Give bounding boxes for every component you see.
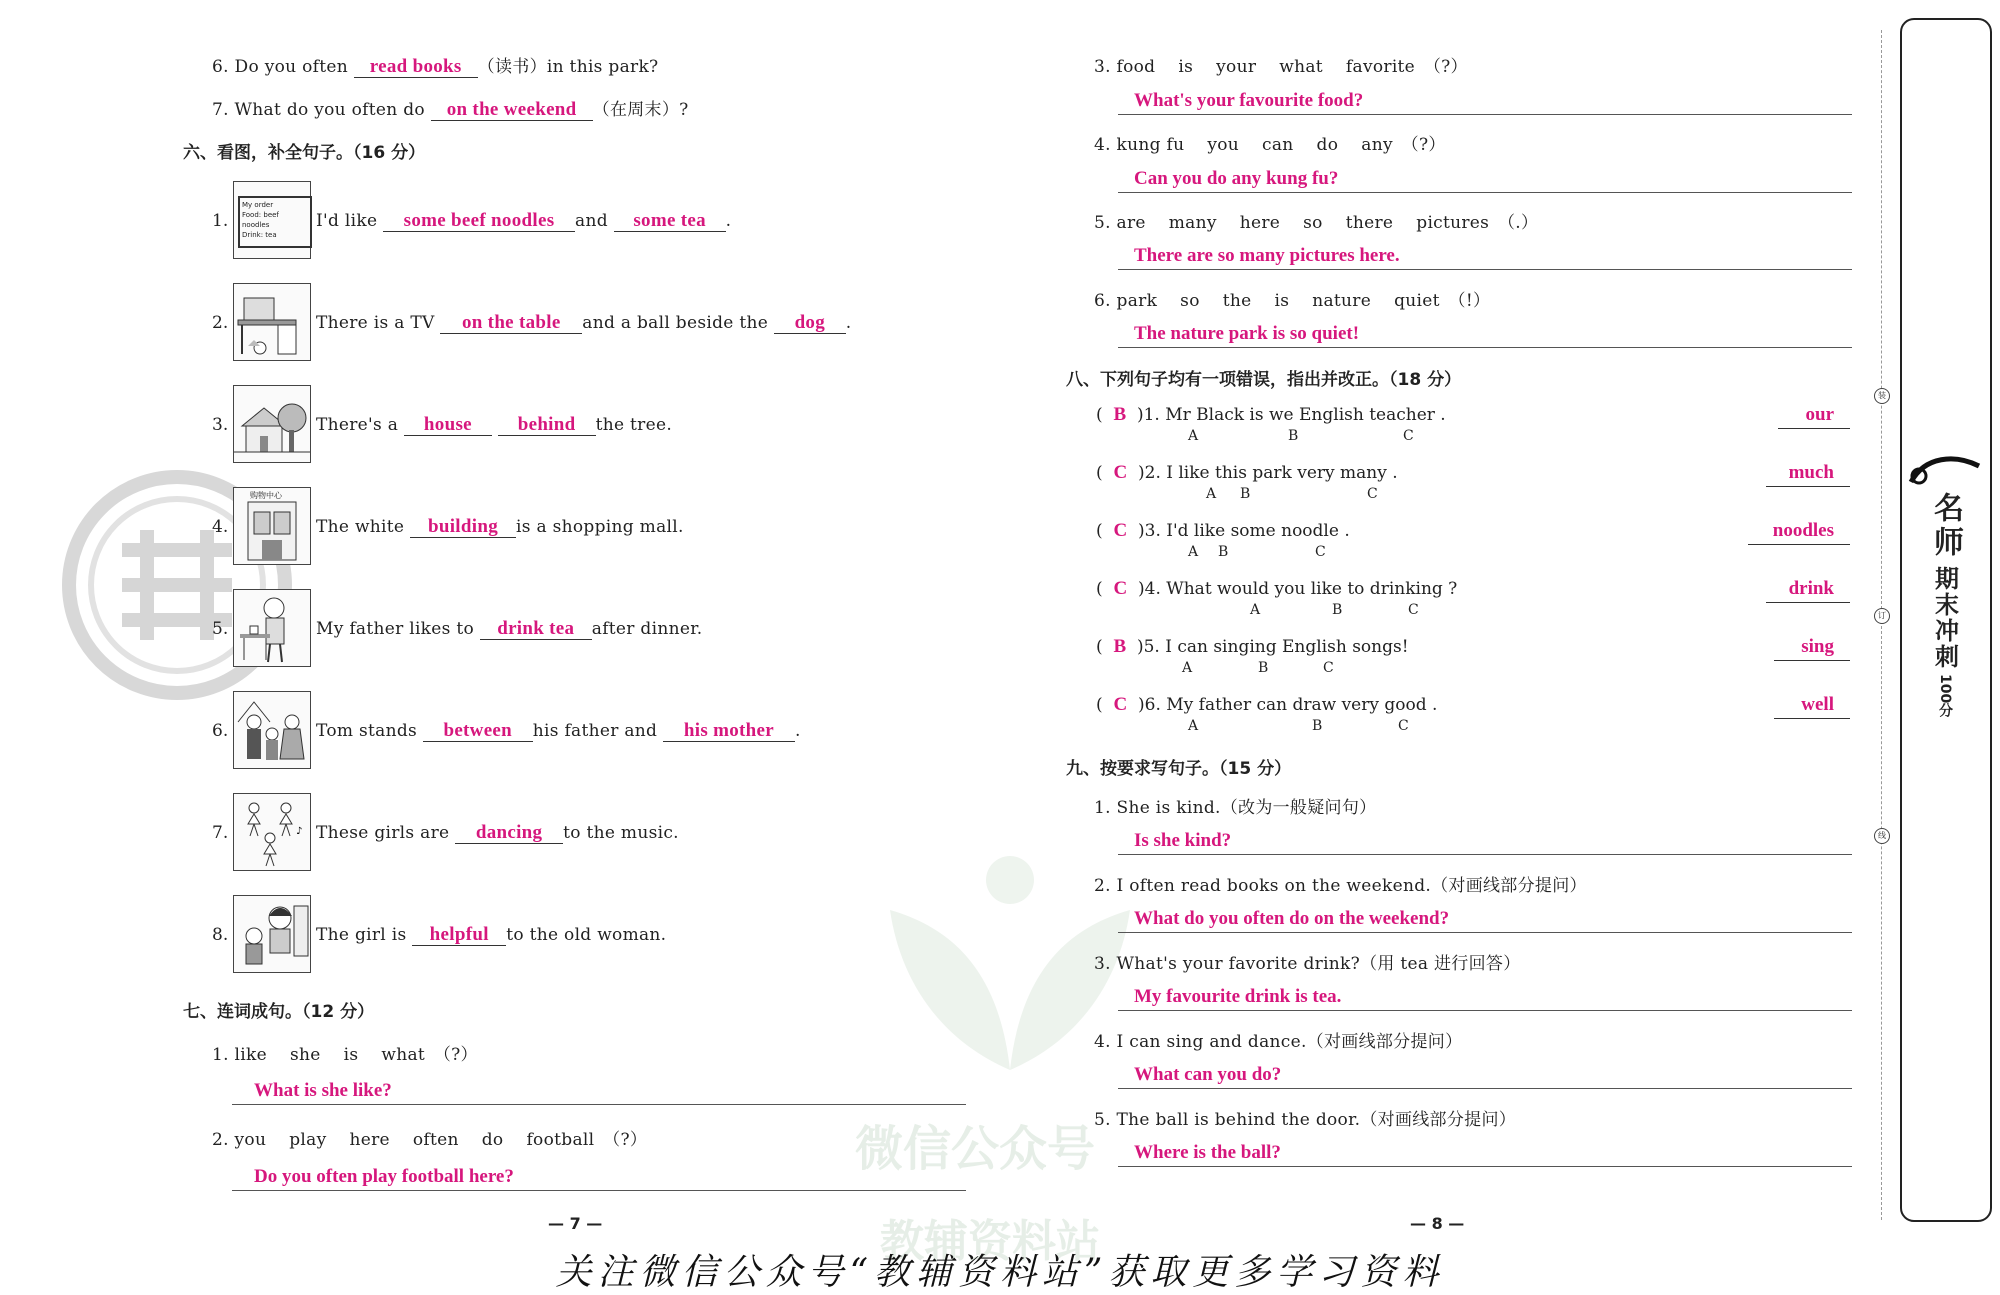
s6-item-2: There is a TV on the table and a ball beside the dog . xyxy=(316,312,852,333)
s8-label-6b: B xyxy=(1312,718,1323,734)
binder-mark-3: 线 xyxy=(1874,828,1890,844)
binder-mark-1: 装 xyxy=(1874,388,1890,404)
s8-label-5a: A xyxy=(1182,660,1193,676)
s7c-answer-line-6 xyxy=(1118,323,1852,348)
binder-line xyxy=(1881,30,1882,1220)
section9-title: 九、按要求写句子。（15 分） xyxy=(1066,759,1292,779)
man-drinking-icon xyxy=(233,589,311,667)
svg-text:♪: ♪ xyxy=(296,826,303,837)
s6-item-7: These girls are dancing to the music. xyxy=(316,822,679,843)
tv-table-icon xyxy=(233,283,311,361)
s8-row-5: ( B )5. I can singing English songs! xyxy=(1096,636,1409,657)
s7c-answer-5: There are so many pictures here. xyxy=(1134,245,1400,266)
s7c-answer-3: What's your favourite food? xyxy=(1134,90,1364,111)
s7c-answer-line-3 xyxy=(1118,90,1852,115)
s8-label-5c: C xyxy=(1323,660,1334,676)
s8-row-2: ( C )2. I like this park very many . xyxy=(1096,462,1398,483)
s7c-answer-4: Can you do any kung fu? xyxy=(1134,168,1339,189)
s9-prompt-3: 3. What's your favorite drink?（用 tea 进行回答） xyxy=(1094,954,1521,974)
s9-prompt-5: 5. The ball is behind the door.（对画线部分提问） xyxy=(1094,1110,1517,1130)
binder-mark-2: 订 xyxy=(1874,608,1890,624)
s6-item-4: The white building is a shopping mall. xyxy=(316,516,684,537)
s8-label-4a: A xyxy=(1250,602,1261,618)
s9-answer-line-4 xyxy=(1118,1064,1852,1089)
card-line-1: My order xyxy=(242,201,274,209)
s6-num-5: 5. xyxy=(212,619,229,639)
s8-label-2c: C xyxy=(1367,486,1378,502)
building-icon xyxy=(233,487,311,565)
q-top-7: 7. What do you often do on the weekend （在周末）? xyxy=(212,99,689,120)
s7-prompt-1: 1. like she is what （?） xyxy=(212,1045,478,1065)
s8-row-6: ( C )6. My father can draw very good . xyxy=(1096,694,1438,715)
s8-label-1a: A xyxy=(1188,428,1199,444)
brand-score-text: 100分 xyxy=(1937,674,1953,718)
s6-num-8: 8. xyxy=(212,925,229,945)
s8-label-6c: C xyxy=(1398,718,1409,734)
q-top-6: 6. Do you often read books （读书）in this park? xyxy=(212,56,659,77)
s8-label-1b: B xyxy=(1288,428,1299,444)
s6-num-1: 1. xyxy=(212,211,229,231)
s8-row-4: ( C )4. What would you like to drinking ? xyxy=(1096,578,1458,599)
s7-prompt-2: 2. you play here often do football （?） xyxy=(212,1130,648,1150)
mall-sign: 购物中心 xyxy=(250,491,282,500)
s9-prompt-2: 2. I often read books on the weekend.（对画线部分提问） xyxy=(1094,876,1587,896)
s6-num-6: 6. xyxy=(212,721,229,741)
s9-answer-line-3 xyxy=(1118,986,1852,1011)
brand-swoosh-icon xyxy=(1905,452,1985,488)
s8-label-3b: B xyxy=(1218,544,1229,560)
s9-answer-1: Is she kind? xyxy=(1134,830,1232,851)
s7c-answer-line-5 xyxy=(1118,245,1852,270)
s7-answer-2: Do you often play football here? xyxy=(254,1166,514,1187)
s7c-prompt-3: 3. food is your what favorite （?） xyxy=(1094,57,1468,77)
section6-title: 六、看图，补全句子。（16 分） xyxy=(183,143,426,163)
s9-answer-line-5 xyxy=(1118,1142,1852,1167)
s8-correction-line-4: drink xyxy=(1766,578,1850,603)
s8-label-3a: A xyxy=(1188,544,1199,560)
s9-answer-5: Where is the ball? xyxy=(1134,1142,1281,1163)
s8-label-1c: C xyxy=(1403,428,1414,444)
s9-answer-4: What can you do? xyxy=(1134,1064,1282,1085)
s7c-answer-line-4 xyxy=(1118,168,1852,193)
card-line-3: Drink: tea xyxy=(242,231,277,239)
s7c-prompt-4: 4. kung fu you can do any （?） xyxy=(1094,135,1446,155)
s9-answer-2: What do you often do on the weekend? xyxy=(1134,908,1450,929)
s8-correction-line-1: our xyxy=(1778,404,1850,429)
s8-row-1: ( B )1. Mr Black is we English teacher . xyxy=(1096,404,1446,425)
s7c-prompt-6: 6. park so the is nature quiet （!） xyxy=(1094,291,1491,311)
s8-label-2b: B xyxy=(1240,486,1251,502)
s7-answer-1: What is she like? xyxy=(254,1080,392,1101)
card-line-2: Food: beef noodles xyxy=(242,211,279,229)
s8-label-4b: B xyxy=(1332,602,1343,618)
s6-num-4: 4. xyxy=(212,517,229,537)
s8-row-3: ( C )3. I'd like some noodle . xyxy=(1096,520,1350,541)
s9-prompt-1: 1. She is kind.（改为一般疑问句） xyxy=(1094,798,1377,818)
brand-logo xyxy=(1905,452,1985,717)
s9-answer-3: My favourite drink is tea. xyxy=(1134,986,1342,1007)
s8-correction-line-3: noodles xyxy=(1748,520,1850,545)
s6-num-2: 2. xyxy=(212,313,229,333)
section8-title: 八、下列句子均有一项错误，指出并改正。（18 分） xyxy=(1066,370,1462,390)
s8-label-5b: B xyxy=(1258,660,1269,676)
page-number-right: — 8 — xyxy=(1410,1214,1465,1233)
footer-promo: 关注微信公众号“教辅资料站”获取更多学习资料 xyxy=(555,1252,1445,1293)
watermark-text-2: 教辅资料站 xyxy=(880,1216,1100,1267)
section7-title: 七、连词成句。（12 分） xyxy=(183,1002,375,1022)
s9-prompt-4: 4. I can sing and dance.（对画线部分提问） xyxy=(1094,1032,1463,1052)
girl-helping-icon xyxy=(233,895,311,973)
watermark-text-1: 微信公众号 xyxy=(855,1121,1096,1177)
family-icon xyxy=(233,691,311,769)
s9-answer-line-2 xyxy=(1118,908,1852,933)
house-tree-icon xyxy=(233,385,311,463)
menu-card-icon xyxy=(233,181,311,259)
s6-item-8: The girl is helpful to the old woman. xyxy=(316,924,667,945)
s8-label-2a: A xyxy=(1206,486,1217,502)
s7c-answer-6: The nature park is so quiet! xyxy=(1134,323,1360,344)
s6-item-5: My father likes to drink tea after dinner. xyxy=(316,618,703,639)
s8-correction-line-2: much xyxy=(1766,462,1850,487)
s8-correction-line-6: well xyxy=(1774,694,1850,719)
dancing-girls-icon xyxy=(233,793,311,871)
brand-main-text: 期末冲刺 xyxy=(1930,566,1959,670)
s7-answer-line-2 xyxy=(232,1166,966,1191)
s7-answer-line-1 xyxy=(232,1080,966,1105)
s6-item-6: Tom stands between his father and his mother . xyxy=(316,720,801,741)
s8-label-4c: C xyxy=(1408,602,1419,618)
page-number-left: — 7 — xyxy=(548,1214,603,1233)
brand-top-text: 名师 xyxy=(1928,492,1963,560)
s6-item-1: I'd like some beef noodles and some tea . xyxy=(316,210,732,231)
s8-correction-line-5: sing xyxy=(1774,636,1850,661)
s6-num-3: 3. xyxy=(212,415,229,435)
s8-label-3c: C xyxy=(1315,544,1326,560)
s6-num-7: 7. xyxy=(212,823,229,843)
s9-answer-line-1 xyxy=(1118,830,1852,855)
s6-item-3: There's a house behind the tree. xyxy=(316,414,673,435)
s7c-prompt-5: 5. are many here so there pictures （.） xyxy=(1094,213,1539,233)
s8-label-6a: A xyxy=(1188,718,1199,734)
